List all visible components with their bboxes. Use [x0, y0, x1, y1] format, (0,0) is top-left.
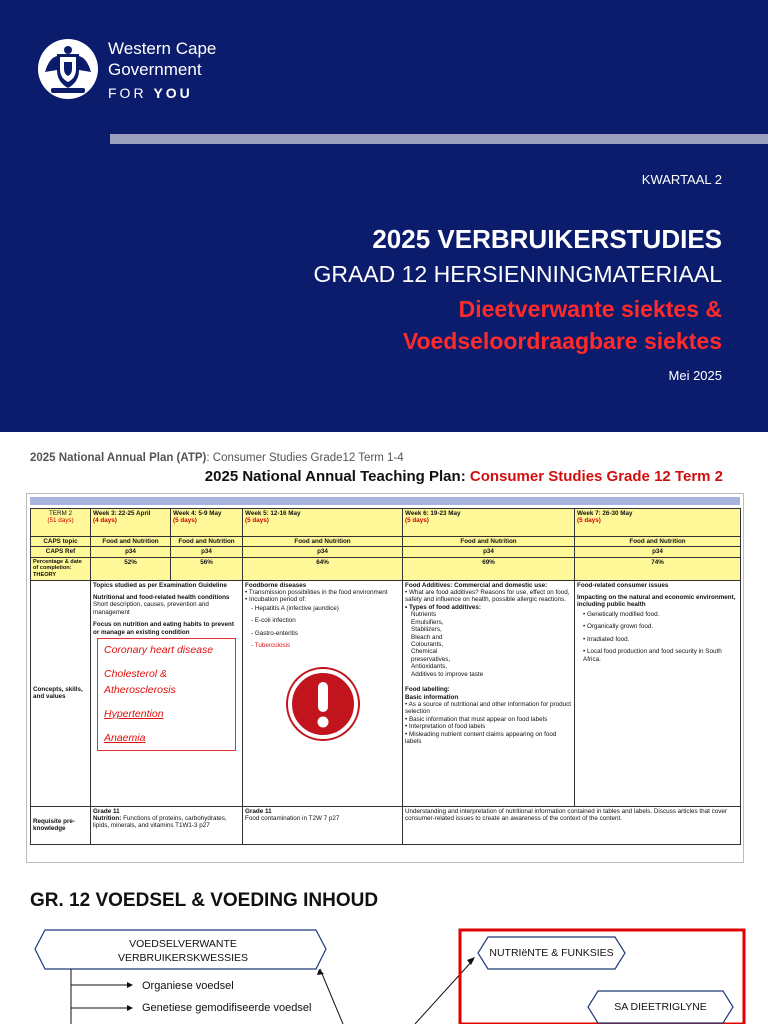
table-row — [31, 537, 741, 547]
hexagon-nutrients-label: NUTRIëNTE & FUNKSIES — [489, 947, 614, 959]
labelling-item: Misleading nutrient content claims appearing on food labels — [405, 730, 557, 746]
banner-divider — [110, 134, 768, 144]
caps-ref-cell: p34 — [201, 548, 212, 556]
percentage-cell: 74% — [651, 558, 664, 566]
diet-diseases-box — [97, 638, 236, 751]
requisite-cell-1 — [91, 806, 243, 844]
caps-ref-cell: p34 — [652, 548, 663, 556]
week-days: (5 days) — [245, 517, 269, 525]
caps-ref-cell: p34 — [483, 548, 494, 556]
week-label: Week 6: 19-23 May — [405, 510, 461, 517]
caps-topic-cell: Food and Nutrition — [629, 538, 686, 545]
coat-of-arms-logo — [37, 38, 99, 100]
disease-item: Anaemia — [104, 732, 146, 745]
caps-ref-cell: p34 — [125, 548, 136, 556]
additives-question: What are food additives? Reasons for use, effect on food, safety and influence on health, possible allergic reactions. — [405, 589, 570, 604]
atp-big-heading — [205, 468, 723, 485]
week-header — [575, 509, 741, 537]
additives-heading: Food Additives: Commercial and domestic use: — [405, 581, 548, 589]
labelling-heading: Food labelling: — [405, 686, 450, 694]
table-row — [31, 547, 741, 557]
additive-type: Additives to improve taste — [411, 670, 484, 678]
hexagon-sa-guidelines-label: SA DIEETRIGLYNE — [614, 1001, 707, 1013]
atp-small-heading — [30, 452, 404, 464]
concepts-cell-week-6: Food Additives: Commercial and domestic use: • What are food additives? Reasons for use, effect on food, safety and influence on health, possible allergic reactions. • Types of food additives: Nutrients Emulsifiers, Stabilizers, Bleach and Colourants, Chemical preservatives, Antioxidants, Additives to improve taste Food labelling: Basic information • As a source of nutritional and other information for product selection • Basic information that must appear on food labels • Interpretation of food labels • Misleading nutrient content claims appearing on food labels — [403, 580, 575, 806]
list-item: Organiese voedsel — [142, 980, 234, 992]
additive-type: Nutrients — [411, 611, 437, 619]
week-header — [91, 509, 171, 537]
foodborne-item: Transmission possibilities in the food environment — [248, 589, 388, 597]
week-label: Week 7: 26-30 May — [577, 510, 633, 517]
row-label-percentage: Percentage & date of completion: THEORY — [31, 557, 91, 580]
percentage-cell: 69% — [482, 558, 495, 566]
incubation-item: Hepatitis A (infective jaundice) — [254, 604, 339, 612]
term-label: KWARTAAL 2 — [641, 172, 722, 187]
requisite-contamination-text: Food contamination in T2W 7 p27 — [245, 815, 340, 823]
nutrition-text: Short description, causes, prevention and management — [93, 601, 209, 616]
table-row — [31, 580, 741, 806]
percentage-cell: 56% — [200, 558, 213, 566]
consumer-issue-item: Genetically modified food. — [586, 610, 660, 618]
topic-line-1: Dieetverwante siektes & — [458, 296, 722, 322]
disease-item: Cholesterol & Atherosclerosis — [104, 668, 176, 696]
org-name-line2: Government — [108, 60, 202, 79]
labelling-item: Basic information that must appear on food labels — [408, 715, 548, 723]
week-label: Week 3: 22-25 April — [93, 510, 151, 517]
org-name-line1: Western Cape — [108, 39, 217, 58]
requisite-nutrition-text: Functions of proteins, carbohydrates, lipids, minerals, and vitamins T1W1-3 p27 — [93, 815, 227, 830]
concept-map — [23, 925, 746, 1024]
topics-intro: Topics studied as per Examination Guideline — [93, 581, 227, 589]
foodborne-heading: Foodborne diseases — [245, 581, 307, 589]
tagline-for: FOR — [108, 85, 147, 101]
week-header — [403, 509, 575, 537]
caps-ref-cell: p34 — [317, 548, 328, 556]
additive-type: Bleach and — [411, 633, 443, 641]
atp-table-frame — [26, 493, 744, 863]
additive-type: preservatives, — [411, 655, 451, 663]
week-label: Week 4: 5-9 May — [173, 510, 222, 517]
consumer-issues-heading: Food-related consumer issues — [577, 581, 669, 589]
term-cell-days: (51 days) — [47, 517, 74, 525]
percentage-cell: 64% — [316, 558, 329, 566]
requisite-cell-2 — [243, 806, 403, 844]
additive-type: Antioxidants, — [411, 663, 448, 671]
additive-type: Emulsifiers, — [411, 618, 444, 626]
organisation-tagline — [108, 85, 193, 101]
week-header — [171, 509, 243, 537]
exclamation-warning-icon — [283, 664, 363, 744]
tagline-you: YOU — [153, 85, 193, 101]
concepts-cell-week-7: Food-related consumer issues Impacting on the natural and economic environment, including public health • Genetically modified food. • Organically grown food. • Irradiated food. • Local food production and food security in South Africa. — [575, 580, 741, 806]
foodborne-item: Incubation period of: — [248, 596, 307, 604]
topic-line-2: Voedseloordraagbare siektes — [402, 328, 722, 354]
atp-table-band — [30, 497, 740, 505]
caps-topic-cell: Food and Nutrition — [102, 538, 159, 545]
labelling-subheading: Basic information — [405, 693, 459, 701]
requisite-cell-3: Understanding and interpretation of nutritional information contained in tables and labels. Discuss articles that cover consumer-related issues to create an awareness of the context of the content. — [403, 806, 741, 844]
row-label-caps-topic: CAPS topic — [31, 537, 91, 547]
caps-topic-cell: Food and Nutrition — [460, 538, 517, 545]
row-label-concepts: Concepts, skills, and values — [31, 580, 91, 806]
hexagon-left-label — [93, 937, 273, 965]
atp-small-heading-rest: : Consumer Studies Grade12 Term 1-4 — [206, 452, 404, 464]
week-header — [243, 509, 403, 537]
atp-big-heading-red: Consumer Studies Grade 12 Term 2 — [469, 468, 723, 485]
hexagon-left-line2: VERBRUIKERSKWESSIES — [117, 952, 249, 964]
section-heading: GR. 12 VOEDSEL & VOEDING INHOUD — [30, 890, 379, 911]
disease-item: Coronary heart disease — [104, 644, 214, 657]
incubation-item: E-coli infection — [254, 617, 296, 625]
disease-item: Hypertention — [104, 707, 164, 720]
additive-type: Stabilizers, — [411, 626, 442, 634]
concepts-cell-weeks-3-4 — [91, 580, 243, 806]
organisation-name — [108, 38, 216, 80]
labelling-item: Interpretation of food labels — [408, 723, 486, 731]
nutrition-heading: Nutritional and food-related health conditions — [93, 594, 230, 602]
requisite-nutrition-label: Nutrition: — [93, 815, 122, 823]
atp-small-heading-bold: 2025 National Annual Plan (ATP) — [30, 452, 207, 464]
requisite-grade: Grade 11 — [245, 807, 272, 815]
atp-table — [30, 508, 741, 845]
document-title: 2025 VERBRUIKERSTUDIES — [372, 224, 722, 254]
consumer-issues-subheading: Impacting on the natural and economic environment, including public health — [577, 594, 736, 609]
week-days: (5 days) — [173, 517, 197, 525]
caps-topic-cell: Food and Nutrition — [294, 538, 351, 545]
tuberculosis-item: Tuberculosis — [254, 642, 291, 650]
list-item: Genetiese gemodifiseerde voedsel — [142, 1002, 312, 1014]
incubation-item: Gastro-enteritis — [254, 629, 298, 637]
term-cell-label: TERM 2 — [48, 510, 73, 517]
consumer-issue-item: Organically grown food. — [586, 623, 654, 631]
cover-banner — [0, 0, 768, 432]
percentage-cell: 52% — [124, 558, 137, 566]
term-cell — [31, 509, 91, 537]
requisite-grade: Grade 11 — [93, 807, 120, 815]
row-label-requisite: Requisite pre-knowledge — [31, 806, 91, 844]
week-days: (5 days) — [577, 517, 601, 525]
row-label-caps-ref: CAPS Ref — [31, 547, 91, 557]
week-days: (5 days) — [405, 517, 429, 525]
table-row — [31, 557, 741, 580]
publication-date: Mei 2025 — [668, 368, 722, 383]
week-label: Week 5: 12-16 May — [245, 510, 301, 517]
concepts-cell-week-5: Foodborne diseases • Transmission possibilities in the food environment • Incubation period of: - Hepatitis A (infective jaundice) - E-coli infection - Gastro-enteritis - Tuberculosis — [243, 580, 403, 806]
table-row — [31, 509, 741, 537]
labelling-item: As a source of nutritional and other information for product selection — [405, 700, 572, 716]
additive-type: Colourants, — [411, 641, 444, 648]
week-days: (4 days) — [93, 517, 117, 525]
consumer-issue-item: Local food production and food security in South Africa. — [583, 648, 722, 663]
additives-types-heading: Types of food additives: — [408, 603, 481, 611]
focus-text: Focus on nutrition and eating habits to prevent or manage an existing condition — [93, 621, 234, 636]
hexagon-left-line1: VOEDSELVERWANTE — [129, 938, 237, 950]
caps-topic-cell: Food and Nutrition — [178, 538, 235, 545]
table-row — [31, 806, 741, 844]
consumer-issue-item: Irradiated food. — [586, 635, 630, 643]
document-subtitle: GRAAD 12 HERSIENNINGMATERIAAL — [313, 261, 722, 287]
atp-big-heading-black: 2025 National Annual Teaching Plan: — [204, 468, 470, 485]
additive-type: Chemical — [411, 648, 438, 656]
